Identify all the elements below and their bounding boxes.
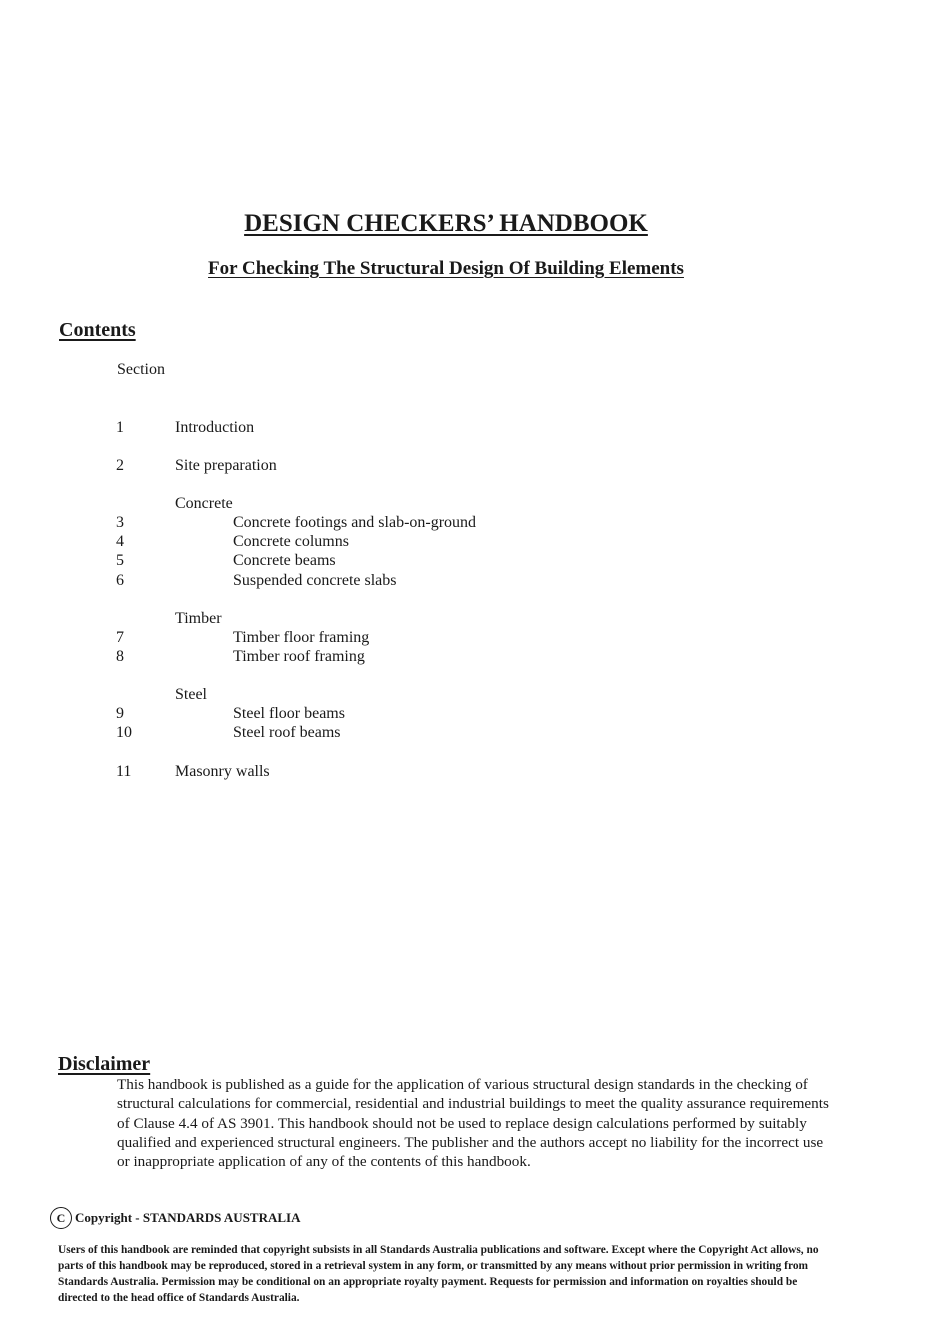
toc-entry: Steel roof beams <box>233 724 341 741</box>
disclaimer-text: This handbook is published as a guide for the application of various structural design standards in the checking of structural calculations for commercial, residential and industrial buildings to meet the quality assurance requirements of Clause 4.4 of AS 3901. This handbook should not be used to replace design calculations performed by suitably qualified and experienced structural engineers. The publisher and the authors accept no liability for the incorrect use or inappropriate application of any of the contents of this handbook. <box>117 1076 829 1171</box>
toc-number: 6 <box>116 572 124 589</box>
toc-entry: Concrete beams <box>233 552 336 569</box>
copyright-label: Copyright - STANDARDS AUSTRALIA <box>75 1210 301 1225</box>
disclaimer-heading: Disclaimer <box>58 1053 151 1075</box>
toc-number: 1 <box>116 419 124 436</box>
section-column-label: Section <box>117 361 165 378</box>
toc-number: 9 <box>116 705 124 722</box>
toc-entry: Concrete footings and slab-on-ground <box>233 514 477 531</box>
toc-entry: Timber floor framing <box>233 629 370 646</box>
toc-number: 5 <box>116 552 124 569</box>
page-title: DESIGN CHECKERS’ HANDBOOK <box>244 210 648 237</box>
toc-entry: Masonry walls <box>175 763 270 780</box>
copyright-icon: C <box>50 1207 72 1229</box>
toc-number: 8 <box>116 648 124 665</box>
toc-number: 2 <box>116 457 124 474</box>
toc-number: 4 <box>116 533 124 550</box>
toc-entry: Introduction <box>175 419 255 436</box>
toc-number: 3 <box>116 514 124 531</box>
toc-number: 7 <box>116 629 124 646</box>
contents-heading: Contents <box>59 319 136 341</box>
toc-group-heading: Steel <box>175 686 207 703</box>
toc-number: 11 <box>116 763 132 780</box>
toc-group-heading: Concrete <box>175 495 233 512</box>
copyright-line <box>50 1207 301 1229</box>
toc-entry: Concrete columns <box>233 533 349 550</box>
toc-number: 10 <box>116 724 132 741</box>
copyright-notice: Users of this handbook are reminded that copyright subsists in all Standards Australia publications and software. Except where the Copyright Act allows, no parts of this handbook may be reproduced, stored in a retrieval system in any form, or transmitted by any means without prior permission in writing from Standards Australia. Permission may be conditional on an appropriate royalty payment. Requests for permission and information on royalties should be directed to the head office of Standards Australia. <box>58 1244 819 1304</box>
toc-entry: Suspended concrete slabs <box>233 572 397 589</box>
page-subtitle: For Checking The Structural Design Of Building Elements <box>208 258 684 279</box>
toc-group-heading: Timber <box>175 610 222 627</box>
toc-entry: Timber roof framing <box>233 648 365 665</box>
toc-entry: Steel floor beams <box>233 705 345 722</box>
toc-entry: Site preparation <box>175 457 277 474</box>
